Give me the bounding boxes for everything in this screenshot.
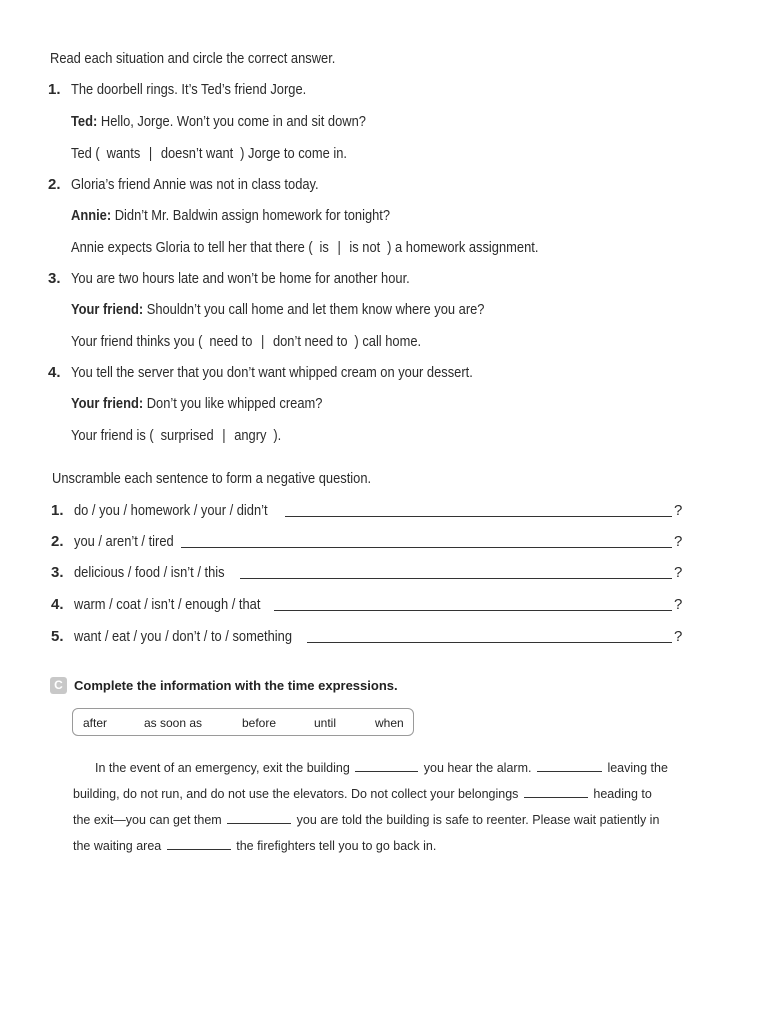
scrambled-words: do / you / homework / your / didn’t — [74, 502, 268, 519]
item-number: 3. — [51, 564, 64, 581]
item-number: 1. — [48, 81, 61, 98]
item-number: 3. — [48, 270, 61, 287]
choice-line: Ted ( wants | doesn’t want ) Jorge to come in. — [71, 145, 347, 162]
question-mark: ? — [674, 564, 683, 581]
choice-option[interactable]: doesn’t want — [160, 145, 234, 162]
item-number: 5. — [51, 628, 64, 645]
scrambled-words: you / aren’t / tired — [74, 533, 174, 550]
speaker-label: Annie: — [71, 207, 112, 224]
speaker-label: Ted: — [71, 113, 98, 130]
word-bank-item: as soon as — [144, 716, 203, 730]
fill-blank[interactable] — [524, 785, 588, 798]
scrambled-words: warm / coat / isn’t / enough / that — [74, 596, 261, 613]
section-c-instruction: Complete the information with the time expressions. — [74, 678, 398, 693]
paragraph-line: building, do not run, and do not use the elevators. Do not collect your belongings heading to — [73, 787, 652, 801]
word-bank-item: when — [375, 716, 404, 730]
section-a-instruction: Read each situation and circle the correct answer. — [50, 50, 336, 67]
choice-option[interactable]: wants — [106, 145, 141, 162]
speaker-label: Your friend: — [71, 395, 144, 412]
situation-text: Gloria’s friend Annie was not in class today. — [71, 176, 319, 193]
word-bank-item: before — [242, 716, 277, 730]
question-mark: ? — [674, 502, 683, 519]
item-number: 4. — [51, 596, 64, 613]
choice-option[interactable]: is not — [349, 239, 381, 256]
choice-option[interactable]: don’t need to — [272, 333, 348, 350]
answer-line[interactable] — [285, 516, 672, 517]
word-bank-item: after — [83, 716, 108, 730]
choice-option[interactable]: is — [319, 239, 329, 256]
choice-option[interactable]: angry — [234, 427, 267, 444]
question-mark: ? — [674, 596, 683, 613]
situation-text: You tell the server that you don’t want whipped cream on your dessert. — [71, 364, 473, 381]
situation-text: The doorbell rings. It’s Ted’s friend Jorge. — [71, 81, 307, 98]
choice-line: Your friend is ( surprised | angry ). — [71, 427, 282, 444]
choice-option[interactable]: need to — [209, 333, 253, 350]
fill-blank[interactable] — [537, 759, 602, 772]
fill-blank[interactable] — [355, 759, 418, 772]
answer-line[interactable] — [274, 610, 672, 611]
speaker-label: Your friend: — [71, 301, 144, 318]
answer-line[interactable] — [307, 642, 672, 643]
choice-line: Your friend thinks you ( need to | don’t need to ) call home. — [71, 333, 422, 350]
paragraph-line: the waiting area the firefighters tell you to go back in. — [73, 839, 437, 853]
fill-blank[interactable] — [227, 811, 291, 824]
item-number: 2. — [48, 176, 61, 193]
word-bank-item: until — [314, 716, 337, 730]
choice-line: Annie expects Gloria to tell her that there ( is | is not ) a homework assignment. — [71, 239, 539, 256]
item-number: 4. — [48, 364, 61, 381]
fill-blank[interactable] — [167, 837, 231, 850]
question-mark: ? — [674, 628, 683, 645]
paragraph-line: the exit—you can get them you are told the building is safe to reenter. Please wait patiently in — [73, 813, 660, 827]
dialogue-line: Your friend: Shouldn’t you call home and let them know where you are? — [71, 301, 485, 318]
answer-line[interactable] — [181, 547, 672, 548]
dialogue-line: Annie: Didn’t Mr. Baldwin assign homework for tonight? — [71, 207, 391, 224]
answer-line[interactable] — [240, 578, 672, 579]
item-number: 1. — [51, 502, 64, 519]
situation-text: You are two hours late and won’t be home for another hour. — [71, 270, 410, 287]
choice-option[interactable]: surprised — [160, 427, 214, 444]
scrambled-words: delicious / food / isn’t / this — [74, 564, 225, 581]
item-number: 2. — [51, 533, 64, 550]
section-b-instruction: Unscramble each sentence to form a negative question. — [52, 470, 372, 487]
dialogue-line: Ted: Hello, Jorge. Won’t you come in and sit down? — [71, 113, 366, 130]
scrambled-words: want / eat / you / don’t / to / something — [74, 628, 292, 645]
section-c-badge: C — [50, 677, 67, 694]
dialogue-line: Your friend: Don’t you like whipped cream? — [71, 395, 323, 412]
question-mark: ? — [674, 533, 683, 550]
paragraph-line: In the event of an emergency, exit the building you hear the alarm. leaving the — [95, 761, 668, 775]
